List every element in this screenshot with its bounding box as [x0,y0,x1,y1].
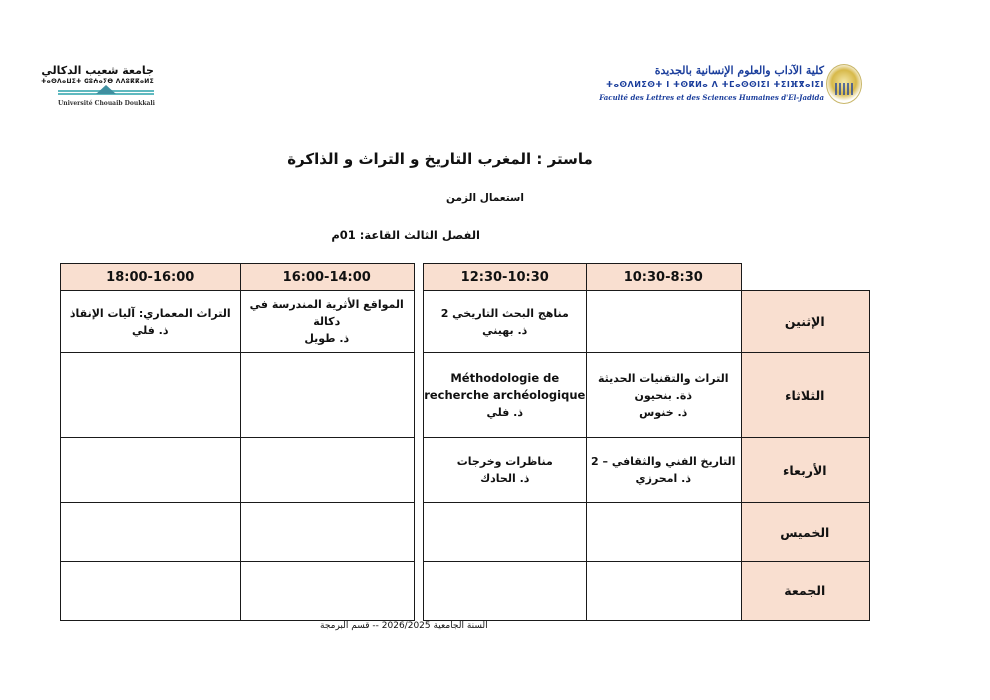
time-slot-header: 10:30-8:30 [585,263,742,292]
page-subtitle: استعمال الزمن [446,192,524,204]
instructor-name: ذة. بنحيون [634,388,692,402]
page-title: ماستر : المغرب التاريخ و التراث و الذاكرة [287,150,593,168]
empty-cell [60,437,241,504]
course-cell [60,290,241,354]
empty-cell [60,561,241,621]
course-cell [423,352,587,439]
empty-cell [585,290,742,354]
course-cell [585,437,742,504]
day-label: الجمعة [740,561,870,621]
instructor-name: ذ. طويل [304,332,350,346]
university-logo [41,64,155,108]
course-name: مناهج البحث التاريخي 2 [440,306,569,320]
empty-cell [423,502,587,563]
course-name: المواقع الأثرية المندرسة في دكالة [249,298,404,329]
course-name: التراث المعماري: آليات الإنقاذ [69,306,231,320]
university-name-french: Université Chouaib Doukkali [58,100,155,107]
instructor-name: ذ. فلي [132,323,169,337]
course-name: Méthodologie de [450,370,560,385]
course-name: recherche archéologique [424,387,586,402]
university-name-tifinagh: ⵜⴰⵙⴷⴰⵡⵉⵜ ⵛⵓⵄⴰⵢⴱ ⴷⴷⵓⴽⴽⴰⵍⵉ [41,78,154,85]
faculty-name-french: Faculté des Lettres et des Sciences Humaines d'El-Jadida [599,93,824,102]
empty-cell [585,502,742,563]
empty-cell [60,502,241,563]
empty-cell [239,561,415,621]
course-name: التراث والتقنيات الحديثة [598,371,729,385]
instructor-name: ذ. خنوس [639,405,688,419]
empty-cell [60,352,241,439]
semester-room-label: الفصل الثالث القاعة: 01م [331,228,480,242]
course-cell [239,290,415,354]
time-slot-header: 18:00-16:00 [60,263,241,292]
faculty-logo [599,60,864,110]
faculty-name-arabic: كلية الآداب والعلوم الإنسانية بالجديدة [654,64,824,77]
empty-cell [423,561,587,621]
course-cell [585,352,742,439]
university-emblem-icon [58,88,154,96]
course-name: التاريخ الفني والثقافي – 2 [591,455,736,469]
day-label: الأربعاء [740,437,870,504]
university-name-arabic: جامعة شعيب الدكالي [41,64,154,77]
time-slot-header: 12:30-10:30 [423,263,587,292]
empty-cell [239,437,415,504]
course-name: مناظرات وخرجات [456,455,553,469]
instructor-name: ذ. امحرزي [635,472,691,486]
day-label: الخميس [740,502,870,563]
course-cell [423,437,587,504]
day-label: الإثنين [740,290,870,354]
instructor-name: ذ. بهيني [482,323,528,337]
instructor-name: ذ. الحادك [480,472,530,486]
empty-cell [239,502,415,563]
empty-cell [585,561,742,621]
faculty-emblem-icon [826,64,862,104]
course-cell [423,290,587,354]
footer-note: السنة الجامعية 2026/2025 -- قسم البرمجة [320,621,488,631]
time-slot-header: 16:00-14:00 [239,263,415,292]
faculty-name-tifinagh: ⵜⴰⵙⴷⵍⵉⵙⵜ ⵏ ⵜⵙⴽⵍⴰ ⴷ ⵜⵎⴰⵙⵙⵏⵉⵏ ⵜⵉⵏⴼⴳⴰⵏⵉⵏ [605,80,824,89]
instructor-name: ذ. فلي [486,405,523,419]
empty-cell [239,352,415,439]
day-label: الثلاثاء [740,352,870,439]
